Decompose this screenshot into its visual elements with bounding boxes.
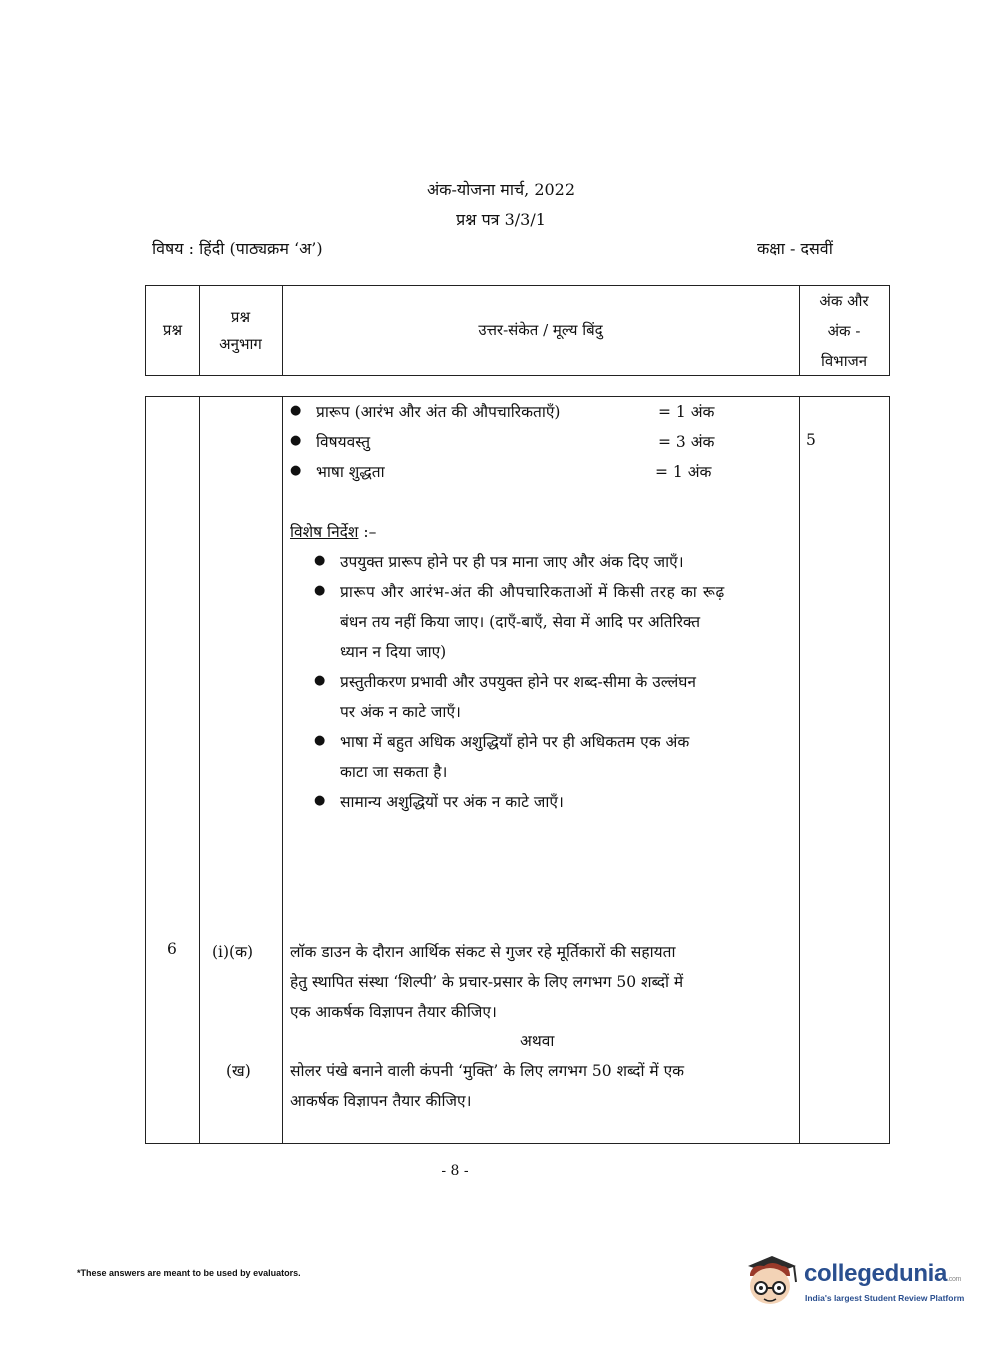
list-item: प्रस्तुतीकरण प्रभावी और उपयुक्त होने पर शब्द-सीमा के उल्लंघन [340, 673, 696, 691]
list-item: सामान्य अशुद्धियों पर अंक न काटे जाएँ। [340, 793, 564, 811]
logo-tagline: India's largest Student Review Platform [805, 1293, 965, 1303]
marking-item-value: = 1 अंक [658, 403, 715, 421]
question-part-a: (i)(क) [212, 943, 254, 961]
marking-item-label: विषयवस्तु [316, 433, 371, 451]
bullet-icon: ● [314, 733, 326, 748]
question-text: आकर्षक विज्ञापन तैयार कीजिए। [290, 1092, 472, 1110]
marking-item-label: प्रारूप (आरंभ और अंत की औपचारिकताएँ) [316, 403, 561, 421]
header-marks: अंक और अंक - विभाजन [819, 291, 869, 370]
list-item: उपयुक्त प्रारूप होने पर ही पत्र माना जाए और अंक दिए जाएँ। [340, 553, 684, 571]
logo-name: collegedunia [804, 1260, 948, 1287]
question-number: 6 [167, 940, 177, 958]
page-title: अंक-योजना मार्च, 2022 [426, 180, 576, 199]
question-text: एक आकर्षक विज्ञापन तैयार कीजिए। [290, 1003, 497, 1021]
marking-item-value: = 1 अंक [655, 463, 712, 481]
mascot-icon [742, 1252, 802, 1310]
footer-note: *These answers are meant to be used by evaluators. [77, 1268, 301, 1278]
total-marks: 5 [806, 431, 816, 449]
list-item: पर अंक न काटे जाएँ। [340, 703, 461, 721]
list-item: काटा जा सकता है। [340, 763, 448, 781]
bullet-icon: ● [314, 583, 326, 598]
marking-item-value: = 3 अंक [658, 433, 715, 451]
marking-item-label: भाषा शुद्धता [316, 463, 385, 481]
class-label: कक्षा - दसवीं [757, 239, 833, 258]
question-text: सोलर पंखे बनाने वाली कंपनी ‘मुक्ति’ के लिए लगभग 50 शब्दों में एक [290, 1062, 685, 1080]
list-item: बंधन तय नहीं किया जाए। (दाएँ-बाएँ, सेवा में आदि पर अतिरिक्त [340, 613, 701, 631]
bullet-icon: ● [314, 553, 326, 568]
paper-code: प्रश्न पत्र 3/3/1 [456, 210, 546, 229]
answer-table [145, 396, 890, 1144]
header-question: प्रश्न [146, 286, 200, 375]
question-text: हेतु स्थापित संस्था ‘शिल्पी’ के प्रचार-प्रसार के लिए लगभग 50 शब्दों में [290, 973, 684, 991]
page-number: - 8 - [441, 1163, 469, 1179]
question-part-b: (ख) [226, 1062, 251, 1080]
bullet-icon: ● [290, 433, 302, 448]
header-section: प्रश्न अनुभाग [199, 286, 283, 375]
bullet-icon: ● [290, 463, 302, 478]
question-text: लॉक डाउन के दौरान आर्थिक संकट से गुजर रहे मूर्तिकारों की सहायता [290, 943, 676, 961]
special-heading: विशेष निर्देश :– [290, 523, 377, 541]
logo-suffix: .com [947, 1276, 962, 1283]
list-item: भाषा में बहुत अधिक अशुद्धियाँ होने पर ही अधिकतम एक अंक [340, 733, 690, 751]
list-item: प्रारूप और आरंभ-अंत की औपचारिकताओं में किसी तरह का रूढ़ [340, 583, 725, 601]
table-header [145, 285, 890, 376]
header-answer-points: उत्तर-संकेत / मूल्य बिंदु [282, 286, 800, 375]
collegedunia-logo [742, 1252, 972, 1312]
subject-label: विषय : हिंदी (पाठ्यक्रम ‘अ’) [152, 239, 323, 258]
list-item: ध्यान न दिया जाए) [340, 643, 447, 661]
or-label: अथवा [520, 1032, 555, 1050]
bullet-icon: ● [314, 793, 326, 808]
bullet-icon: ● [290, 403, 302, 418]
bullet-icon: ● [314, 673, 326, 688]
